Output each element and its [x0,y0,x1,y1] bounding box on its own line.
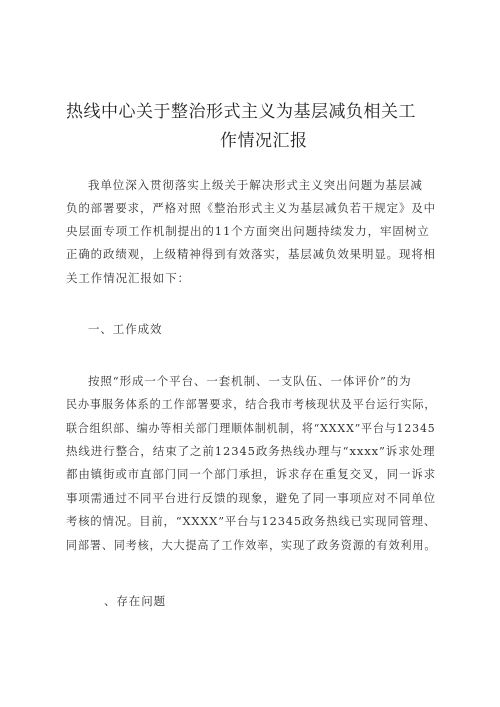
intro-paragraph-line: 负的部署要求，严格对照《整治形式主义为基层减负若干规定》及中 [66,201,436,215]
section1-paragraph-line: 事项需通过不同平台进行反馈的现象，避免了同一事项应对不同单位 [66,491,436,505]
intro-paragraph-line: 央层面专项工作机制提出的11个方面突出问题持续发力，牢固树立 [66,224,430,238]
section1-paragraph-line: 民办事服务体系的工作部署要求，结合我市考核现状及平台运行实际， [66,397,437,411]
section1-paragraph-line: 按照“形成一个平台、一套机制、一支队伍、一体评价”的为 [88,374,412,388]
document-title-line-1: 热线中心关于整治形式主义为基层减负相关工 [66,102,416,122]
section1-paragraph-line: 联合组织部、编办等相关部门理顺体制机制，将“XXXX”平台与12345 [66,421,436,435]
intro-paragraph-line: 我单位深入贯彻落实上级关于解决形式主义突出问题为基层减 [88,178,423,192]
section-heading-work-results: 一、工作成效 [88,322,163,336]
section1-paragraph-line: 考核的情况。目前，“XXXX”平台与12345政务热线已实现同管理、 [66,514,437,528]
section-heading-existing-problems: 、存在问题 [104,594,166,608]
section1-paragraph-line: 同部署、同考核，大大提高了工作效率，实现了政务资源的有效利用。 [66,538,437,552]
intro-paragraph-line: 关工作情况汇报如下： [66,271,190,285]
section1-paragraph-line: 热线进行整合，结束了之前12345政务热线办理与“xxxx”诉求处理 [66,444,436,458]
intro-paragraph-line: 正确的政绩观，上级精神得到有效落实，基层减负效果明显。现将相 [66,247,436,261]
document-title-line-2: 作情况汇报 [220,131,308,151]
section1-paragraph-line: 都由镇街或市直部门同一个部门承担，诉求存在重复交叉，同一诉求 [66,467,436,481]
